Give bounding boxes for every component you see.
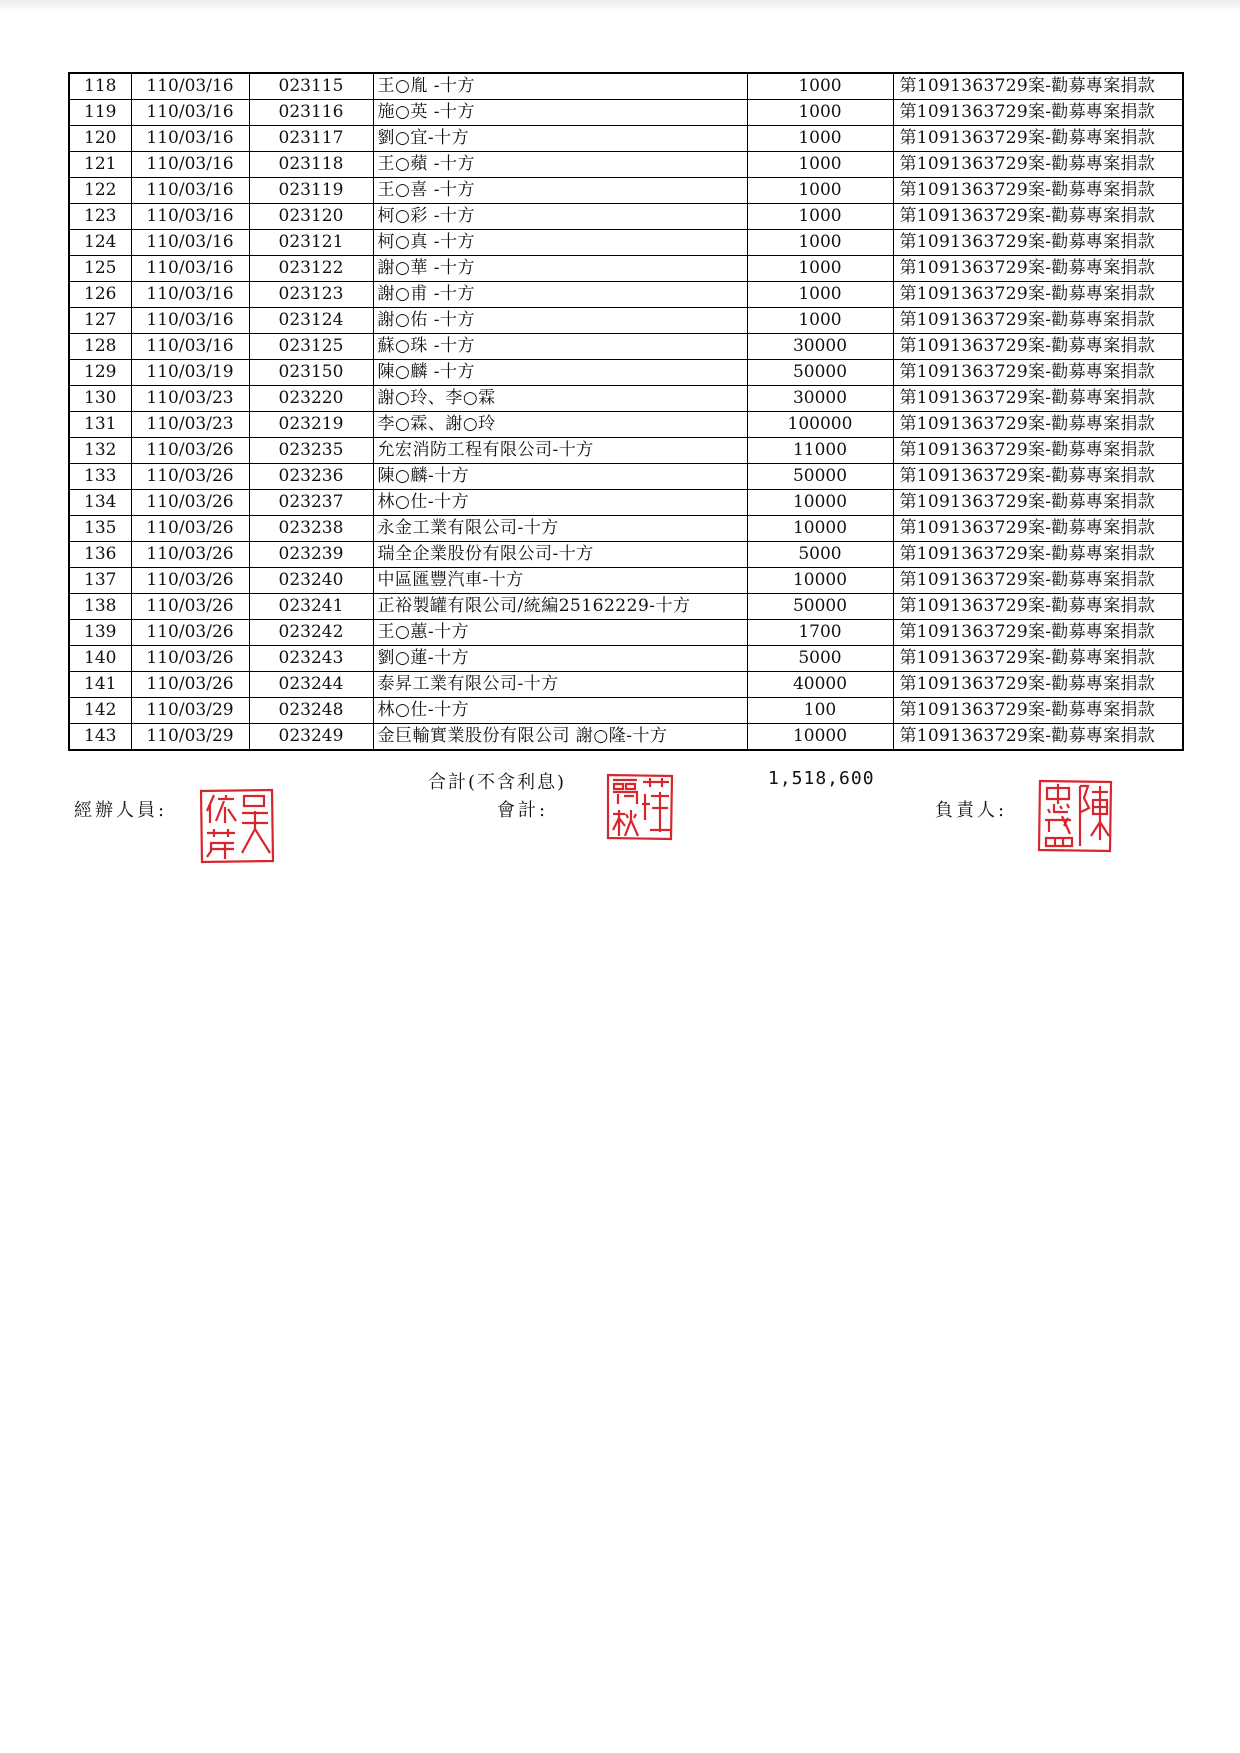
donor-cell: 謝○華 -十方 bbox=[373, 256, 747, 282]
purpose-cell: 第1091363729案-勸募專案捐款 bbox=[893, 386, 1183, 412]
row-number-cell: 134 bbox=[69, 490, 131, 516]
donor-cell: 柯○彩 -十方 bbox=[373, 204, 747, 230]
donor-cell: 允宏消防工程有限公司-十方 bbox=[373, 438, 747, 464]
date-cell: 110/03/16 bbox=[131, 334, 249, 360]
donor-cell: 泰昇工業有限公司-十方 bbox=[373, 672, 747, 698]
donor-cell: 謝○玲、李○霖 bbox=[373, 386, 747, 412]
total-amount: 1,518,600 bbox=[768, 768, 875, 789]
receipt-number-cell: 023220 bbox=[249, 386, 373, 412]
purpose-cell: 第1091363729案-勸募專案捐款 bbox=[893, 490, 1183, 516]
donation-ledger-table bbox=[68, 72, 1184, 751]
table-row bbox=[69, 126, 1183, 152]
amount-cell: 1000 bbox=[747, 73, 893, 100]
receipt-number-cell: 023249 bbox=[249, 724, 373, 751]
donor-cell: 永金工業有限公司-十方 bbox=[373, 516, 747, 542]
row-number-cell: 126 bbox=[69, 282, 131, 308]
purpose-cell: 第1091363729案-勸募專案捐款 bbox=[893, 360, 1183, 386]
receipt-number-cell: 023115 bbox=[249, 73, 373, 100]
table-row bbox=[69, 464, 1183, 490]
receipt-number-cell: 023120 bbox=[249, 204, 373, 230]
donor-cell: 王○喜 -十方 bbox=[373, 178, 747, 204]
principal-seal bbox=[1036, 778, 1114, 854]
table-row bbox=[69, 73, 1183, 100]
row-number-cell: 133 bbox=[69, 464, 131, 490]
donor-cell: 劉○宜-十方 bbox=[373, 126, 747, 152]
amount-cell: 100 bbox=[747, 698, 893, 724]
date-cell: 110/03/26 bbox=[131, 438, 249, 464]
amount-cell: 30000 bbox=[747, 334, 893, 360]
accountant-seal bbox=[605, 772, 675, 842]
receipt-number-cell: 023116 bbox=[249, 100, 373, 126]
purpose-cell: 第1091363729案-勸募專案捐款 bbox=[893, 282, 1183, 308]
receipt-number-cell: 023248 bbox=[249, 698, 373, 724]
receipt-number-cell: 023121 bbox=[249, 230, 373, 256]
amount-cell: 100000 bbox=[747, 412, 893, 438]
receipt-number-cell: 023243 bbox=[249, 646, 373, 672]
row-number-cell: 121 bbox=[69, 152, 131, 178]
donor-cell: 正裕製罐有限公司/統編25162229-十方 bbox=[373, 594, 747, 620]
date-cell: 110/03/16 bbox=[131, 178, 249, 204]
table-row bbox=[69, 334, 1183, 360]
table-row bbox=[69, 724, 1183, 751]
date-cell: 110/03/16 bbox=[131, 308, 249, 334]
date-cell: 110/03/26 bbox=[131, 620, 249, 646]
table-row bbox=[69, 542, 1183, 568]
table-row bbox=[69, 100, 1183, 126]
receipt-number-cell: 023240 bbox=[249, 568, 373, 594]
date-cell: 110/03/19 bbox=[131, 360, 249, 386]
row-number-cell: 118 bbox=[69, 73, 131, 100]
date-cell: 110/03/16 bbox=[131, 152, 249, 178]
row-number-cell: 129 bbox=[69, 360, 131, 386]
date-cell: 110/03/16 bbox=[131, 230, 249, 256]
donor-cell: 林○仕-十方 bbox=[373, 698, 747, 724]
date-cell: 110/03/16 bbox=[131, 126, 249, 152]
principal-label: 負責人: bbox=[935, 800, 1008, 821]
row-number-cell: 140 bbox=[69, 646, 131, 672]
date-cell: 110/03/26 bbox=[131, 516, 249, 542]
table-row bbox=[69, 204, 1183, 230]
receipt-number-cell: 023238 bbox=[249, 516, 373, 542]
amount-cell: 1000 bbox=[747, 256, 893, 282]
date-cell: 110/03/26 bbox=[131, 672, 249, 698]
receipt-number-cell: 023118 bbox=[249, 152, 373, 178]
amount-cell: 30000 bbox=[747, 386, 893, 412]
row-number-cell: 124 bbox=[69, 230, 131, 256]
date-cell: 110/03/26 bbox=[131, 464, 249, 490]
purpose-cell: 第1091363729案-勸募專案捐款 bbox=[893, 438, 1183, 464]
purpose-cell: 第1091363729案-勸募專案捐款 bbox=[893, 698, 1183, 724]
date-cell: 110/03/26 bbox=[131, 542, 249, 568]
row-number-cell: 120 bbox=[69, 126, 131, 152]
accountant-label: 會計: bbox=[497, 800, 549, 821]
donor-cell: 王○蕙-十方 bbox=[373, 620, 747, 646]
amount-cell: 1000 bbox=[747, 126, 893, 152]
row-number-cell: 131 bbox=[69, 412, 131, 438]
purpose-cell: 第1091363729案-勸募專案捐款 bbox=[893, 542, 1183, 568]
table-row bbox=[69, 412, 1183, 438]
date-cell: 110/03/16 bbox=[131, 100, 249, 126]
amount-cell: 1000 bbox=[747, 230, 893, 256]
receipt-number-cell: 023244 bbox=[249, 672, 373, 698]
table-row bbox=[69, 516, 1183, 542]
row-number-cell: 138 bbox=[69, 594, 131, 620]
receipt-number-cell: 023150 bbox=[249, 360, 373, 386]
date-cell: 110/03/23 bbox=[131, 412, 249, 438]
purpose-cell: 第1091363729案-勸募專案捐款 bbox=[893, 230, 1183, 256]
scan-top-edge bbox=[0, 0, 1240, 12]
purpose-cell: 第1091363729案-勸募專案捐款 bbox=[893, 204, 1183, 230]
table-row bbox=[69, 646, 1183, 672]
date-cell: 110/03/26 bbox=[131, 594, 249, 620]
purpose-cell: 第1091363729案-勸募專案捐款 bbox=[893, 178, 1183, 204]
receipt-number-cell: 023235 bbox=[249, 438, 373, 464]
amount-cell: 10000 bbox=[747, 568, 893, 594]
donor-cell: 金巨輸實業股份有限公司 謝○隆-十方 bbox=[373, 724, 747, 751]
purpose-cell: 第1091363729案-勸募專案捐款 bbox=[893, 568, 1183, 594]
amount-cell: 1000 bbox=[747, 204, 893, 230]
date-cell: 110/03/26 bbox=[131, 490, 249, 516]
table-row bbox=[69, 308, 1183, 334]
receipt-number-cell: 023123 bbox=[249, 282, 373, 308]
purpose-cell: 第1091363729案-勸募專案捐款 bbox=[893, 334, 1183, 360]
donor-cell: 瑞全企業股份有限公司-十方 bbox=[373, 542, 747, 568]
row-number-cell: 122 bbox=[69, 178, 131, 204]
table-row bbox=[69, 568, 1183, 594]
table-row bbox=[69, 620, 1183, 646]
date-cell: 110/03/16 bbox=[131, 282, 249, 308]
donor-cell: 柯○真 -十方 bbox=[373, 230, 747, 256]
donor-cell: 王○胤 -十方 bbox=[373, 73, 747, 100]
purpose-cell: 第1091363729案-勸募專案捐款 bbox=[893, 464, 1183, 490]
amount-cell: 11000 bbox=[747, 438, 893, 464]
receipt-number-cell: 023125 bbox=[249, 334, 373, 360]
purpose-cell: 第1091363729案-勸募專案捐款 bbox=[893, 256, 1183, 282]
purpose-cell: 第1091363729案-勸募專案捐款 bbox=[893, 412, 1183, 438]
purpose-cell: 第1091363729案-勸募專案捐款 bbox=[893, 620, 1183, 646]
donor-cell: 謝○佑 -十方 bbox=[373, 308, 747, 334]
row-number-cell: 143 bbox=[69, 724, 131, 751]
table-row bbox=[69, 360, 1183, 386]
purpose-cell: 第1091363729案-勸募專案捐款 bbox=[893, 73, 1183, 100]
purpose-cell: 第1091363729案-勸募專案捐款 bbox=[893, 516, 1183, 542]
row-number-cell: 119 bbox=[69, 100, 131, 126]
row-number-cell: 130 bbox=[69, 386, 131, 412]
date-cell: 110/03/23 bbox=[131, 386, 249, 412]
purpose-cell: 第1091363729案-勸募專案捐款 bbox=[893, 308, 1183, 334]
amount-cell: 5000 bbox=[747, 646, 893, 672]
total-label: 合計(不含利息) bbox=[428, 772, 567, 793]
purpose-cell: 第1091363729案-勸募專案捐款 bbox=[893, 646, 1183, 672]
donor-cell: 林○仕-十方 bbox=[373, 490, 747, 516]
receipt-number-cell: 023237 bbox=[249, 490, 373, 516]
amount-cell: 50000 bbox=[747, 464, 893, 490]
purpose-cell: 第1091363729案-勸募專案捐款 bbox=[893, 594, 1183, 620]
donor-cell: 蘇○珠 -十方 bbox=[373, 334, 747, 360]
table-row bbox=[69, 152, 1183, 178]
amount-cell: 5000 bbox=[747, 542, 893, 568]
donor-cell: 施○英 -十方 bbox=[373, 100, 747, 126]
receipt-number-cell: 023239 bbox=[249, 542, 373, 568]
date-cell: 110/03/16 bbox=[131, 256, 249, 282]
handler-seal bbox=[198, 787, 276, 865]
date-cell: 110/03/29 bbox=[131, 698, 249, 724]
table-row bbox=[69, 490, 1183, 516]
row-number-cell: 135 bbox=[69, 516, 131, 542]
donor-cell: 李○霖、謝○玲 bbox=[373, 412, 747, 438]
purpose-cell: 第1091363729案-勸募專案捐款 bbox=[893, 672, 1183, 698]
row-number-cell: 127 bbox=[69, 308, 131, 334]
receipt-number-cell: 023241 bbox=[249, 594, 373, 620]
amount-cell: 50000 bbox=[747, 594, 893, 620]
handler-label: 經辦人員: bbox=[74, 800, 168, 821]
row-number-cell: 139 bbox=[69, 620, 131, 646]
donor-cell: 中區匯豐汽車-十方 bbox=[373, 568, 747, 594]
amount-cell: 10000 bbox=[747, 490, 893, 516]
purpose-cell: 第1091363729案-勸募專案捐款 bbox=[893, 100, 1183, 126]
purpose-cell: 第1091363729案-勸募專案捐款 bbox=[893, 126, 1183, 152]
receipt-number-cell: 023124 bbox=[249, 308, 373, 334]
amount-cell: 1000 bbox=[747, 178, 893, 204]
donor-cell: 劉○蓮-十方 bbox=[373, 646, 747, 672]
table-row bbox=[69, 282, 1183, 308]
amount-cell: 1700 bbox=[747, 620, 893, 646]
receipt-number-cell: 023122 bbox=[249, 256, 373, 282]
amount-cell: 40000 bbox=[747, 672, 893, 698]
receipt-number-cell: 023236 bbox=[249, 464, 373, 490]
amount-cell: 10000 bbox=[747, 516, 893, 542]
amount-cell: 50000 bbox=[747, 360, 893, 386]
date-cell: 110/03/16 bbox=[131, 204, 249, 230]
row-number-cell: 142 bbox=[69, 698, 131, 724]
row-number-cell: 137 bbox=[69, 568, 131, 594]
date-cell: 110/03/26 bbox=[131, 568, 249, 594]
donor-cell: 謝○甫 -十方 bbox=[373, 282, 747, 308]
purpose-cell: 第1091363729案-勸募專案捐款 bbox=[893, 152, 1183, 178]
amount-cell: 1000 bbox=[747, 282, 893, 308]
row-number-cell: 128 bbox=[69, 334, 131, 360]
amount-cell: 1000 bbox=[747, 100, 893, 126]
table-row bbox=[69, 386, 1183, 412]
receipt-number-cell: 023242 bbox=[249, 620, 373, 646]
receipt-number-cell: 023219 bbox=[249, 412, 373, 438]
row-number-cell: 141 bbox=[69, 672, 131, 698]
receipt-number-cell: 023117 bbox=[249, 126, 373, 152]
date-cell: 110/03/26 bbox=[131, 646, 249, 672]
table-row bbox=[69, 698, 1183, 724]
row-number-cell: 123 bbox=[69, 204, 131, 230]
date-cell: 110/03/29 bbox=[131, 724, 249, 751]
table-row bbox=[69, 178, 1183, 204]
amount-cell: 10000 bbox=[747, 724, 893, 751]
purpose-cell: 第1091363729案-勸募專案捐款 bbox=[893, 724, 1183, 751]
table-row bbox=[69, 438, 1183, 464]
row-number-cell: 136 bbox=[69, 542, 131, 568]
donor-cell: 陳○麟 -十方 bbox=[373, 360, 747, 386]
table-row bbox=[69, 230, 1183, 256]
table-row bbox=[69, 256, 1183, 282]
row-number-cell: 132 bbox=[69, 438, 131, 464]
amount-cell: 1000 bbox=[747, 308, 893, 334]
date-cell: 110/03/16 bbox=[131, 73, 249, 100]
table-row bbox=[69, 672, 1183, 698]
donor-cell: 王○蘋 -十方 bbox=[373, 152, 747, 178]
amount-cell: 1000 bbox=[747, 152, 893, 178]
table-row bbox=[69, 594, 1183, 620]
receipt-number-cell: 023119 bbox=[249, 178, 373, 204]
ledger-body bbox=[69, 73, 1183, 750]
donor-cell: 陳○麟-十方 bbox=[373, 464, 747, 490]
row-number-cell: 125 bbox=[69, 256, 131, 282]
